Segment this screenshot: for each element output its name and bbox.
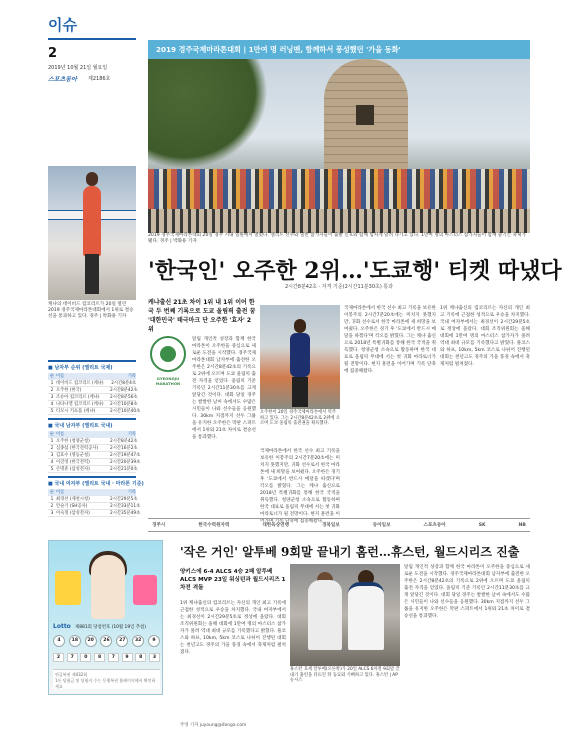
marathon-logo-text: GYEONGJU MARATHON <box>155 376 181 386</box>
cell: 2시간35분49초 <box>110 511 141 516</box>
baseball-subhead: 양키스에 6-4 ALCS 4승 2패 알투베 ALCS MVP 23일 워싱턴과 월드시리즈 1차전 격돌 <box>180 569 286 591</box>
table-row <box>48 503 141 510</box>
pension-digit: 9 <box>122 653 133 662</box>
pension-digit: 2 <box>53 653 64 662</box>
cell: 2시간8분4초 <box>111 381 136 386</box>
cell: 2시간33분11초 <box>110 504 141 509</box>
divider <box>48 38 136 40</box>
cell: 2시간16분2초 <box>110 446 138 451</box>
sponsor-logo: 동아일보 <box>372 523 391 528</box>
headline-subtitle: 2시간8분42초 · 자격 기준(2시간11분30초) 통과 <box>284 284 394 290</box>
cell: 데이비드 킵코리르 (케냐) <box>56 381 104 386</box>
ticket-graphic <box>55 571 81 605</box>
cell: 2시간21분0초 <box>110 467 138 472</box>
baseball-photo <box>290 564 400 666</box>
table-row <box>48 510 141 517</box>
cell: 조슈아 킵코리르 (케냐) <box>56 395 100 400</box>
lotto-ball: 27 <box>116 635 128 647</box>
cell: 티모시 키프롭 (케냐) <box>56 409 96 414</box>
col-record: 기록 <box>127 374 136 379</box>
reporter-byline: 주영 기자 juyoung@donga.com <box>180 723 247 728</box>
pension-label: 연금복권 제432회 <box>55 672 88 677</box>
runner-photo-caption: 오주한이 20일 경주국제마라톤에서 역주하고 있다. 그는 2시간8분42초로 2위에 오르며 도쿄 올림픽 출전권을 획득했다. <box>260 410 340 427</box>
table-row <box>48 459 141 466</box>
table-row <box>48 445 136 452</box>
col-rank: 순 <box>49 490 55 495</box>
results-table-men <box>48 360 141 415</box>
marathon-logo <box>150 336 186 372</box>
cell: 2시간8분42초 <box>110 439 138 444</box>
table-header <box>48 431 136 438</box>
cell: 오주한 (한국) <box>56 388 82 393</box>
ad-footnote: 1등 당첨금 및 당첨자 수는 동행복권 홈페이지에서 확인하세요 <box>55 678 156 689</box>
cell: 2시간10분8초 <box>110 402 138 407</box>
article-column-3: 1위 케냐출신의 킵코리르는 자신의 개인 최고 기록에 근접한 성적으로 우승을 차지했다. 국내 여자부에서는 최경선이 2시간29분5초로 정상에 올랐다. 대회 조직위원회는 올해 대회에 1만여 명의 마스터스 참가자가 몰려 역대 최대 규모를 기록했다고 밝혔다. 풀코스와 하프, 10km, 5km 코스로 나뉘어 진행된 대회는 천년고도 경주의 가을 풍경 속에서 축제처럼 펼쳐졌다. <box>440 306 530 367</box>
article-column-1: 달림 개인적 성장과 함께 한국 마라톤이 오주한을 중심으로 새로운 도전을 시작했다. 경주국제마라톤대회 남자부에 출전한 오주한은 2시간8분42초의 기록으로 2위에 오르며 도쿄 올림픽 출전 자격을 얻었다. 올림픽 기준 기록인 2시간11분30초를 크게 앞당긴 것이다. 대회 당일 경주는 쌀쌀한 날씨 속에서도 수많은 시민들이 나와 선수들을 응원했다. 30km 지점까지 선두 그룹을 유지한 오주한은 막판 스퍼트에서 1위와 21초 차이로 결승선을 통과했다. <box>192 337 256 440</box>
cell: 2시간10분40초 <box>110 409 141 414</box>
pension-digit: 8 <box>94 653 105 662</box>
section-title: 이슈 <box>48 16 77 34</box>
table-row <box>48 452 141 459</box>
table-title: ■ 남자부 순위 (엘리트 국제) <box>48 365 113 371</box>
table-row <box>48 394 136 401</box>
sponsor-logo: 스포츠동아 <box>423 523 446 528</box>
col-record: 기록 <box>127 432 136 437</box>
runner-legs <box>85 254 99 294</box>
lotto-ball: 32 <box>132 635 144 647</box>
table-header <box>48 489 136 496</box>
winning-numbers <box>53 635 160 647</box>
table-row <box>48 438 136 445</box>
cell: 3 <box>50 453 54 458</box>
table-row <box>48 401 136 408</box>
cell: 3 <box>50 511 54 516</box>
cell: 이숙정 (삼성전자) <box>56 511 90 516</box>
runner-body <box>83 186 101 256</box>
cell: 2시간8분56초 <box>110 395 138 400</box>
sponsor-bar <box>148 518 530 532</box>
tower-window <box>356 105 374 125</box>
cell: 안슬기 (SH공사) <box>56 504 88 509</box>
cell: 2 <box>50 388 54 393</box>
model-figure <box>91 555 125 619</box>
pension-digit: 3 <box>149 653 160 662</box>
pension-digit: 0 <box>80 653 91 662</box>
table-row <box>48 380 136 387</box>
cell: 2시간20분39초 <box>110 460 141 465</box>
page-number: 2 <box>48 46 58 61</box>
col-name: 이름 <box>56 490 65 495</box>
cell: 나타나엘 킵코리르 (케냐) <box>56 402 104 407</box>
table-row <box>48 466 136 473</box>
bonus-ball: 9 <box>148 635 160 647</box>
sponsor-logo: 한국수력원자력 <box>198 523 230 528</box>
results-table-domestic-men <box>48 418 141 473</box>
cell: 2시간19분47초 <box>110 453 141 458</box>
hero-caption: 2019 경주국제마라톤대회 20일 경주 시내 일원에서 열렸다. 엘리트 선수와 일반 참가자들이 출발 신호와 함께 힘차게 달려 나가고 있다. 1만여 명의 마스터스 참가자들이 함께 즐기는 축제가 됐다. 경주 | 박화용 기자 <box>148 233 526 244</box>
cell: 이진영 (한국전력) <box>56 460 90 465</box>
cell: 심종섭 (한국전력공사) <box>56 446 99 451</box>
col-record: 기록 <box>127 490 136 495</box>
article-column-2a: 국제마라톤에서 한국 선수 최고 기록을 보유한 이봉주의 2시간7분20초에는 미치지 못했지만, 귀화 선수로서 한국 마라톤에 새 희망을 보여줬다. 오주한은 경기 후 '도쿄에서 반드시 메달을 따겠다'며 각오를 밝혔다. 그는 케냐 출신으로 2018년 특별귀화를 통해 한국 국적을 취득했다. 청양군청 소속으로 활동하며 한국 대표로 올림픽 무대에 서는 첫 귀화 마라토너가 될 전망이다. 현지 훈련을 이어가며 기록 단축에 집중해왔다. <box>260 449 340 524</box>
pension-digit: 8 <box>135 653 146 662</box>
player-body <box>308 580 342 650</box>
sponsor-logo: SK <box>478 522 486 528</box>
baseball-column-1: 1위 케냐출신의 킵코리르는 자신의 개인 최고 기록에 근접한 성적으로 우승을 차지했다. 국내 여자부에서는 최경선이 2시간29분5초로 정상에 올랐다. 대회 조직위원회는 올해 대회에 1만여 명의 마스터스 참가자가 몰려 역대 최대 규모를 기록했다고 밝혔다. 풀코스와 하프, 10km, 5km 코스로 나뉘어 진행된 대회는 천년고도 경주의 가을 풍경 속에서 축제처럼 펼쳐졌다. <box>180 601 286 655</box>
baseball-photo-caption: 휴스턴 호세 알투베(오른쪽)가 20일 ALCS 6차전 9회말 끝내기 홈런을 터뜨린 뒤 동료와 기뻐하고 있다. 휴스턴 | AP 뉴시스 <box>290 667 400 684</box>
lotto-ad[interactable] <box>48 540 163 695</box>
col-name: 이름 <box>56 432 65 437</box>
col-rank: 순 <box>49 374 55 379</box>
cell: 4 <box>50 402 54 407</box>
pension-digit: 7 <box>108 653 119 662</box>
cell: 5 <box>50 409 54 414</box>
baseball-column-2: 달림 개인적 성장과 함께 한국 마라톤이 오주한을 중심으로 새로운 도전을 시작했다. 경주국제마라톤대회 남자부에 출전한 오주한은 2시간8분42초의 기록으로 2위에 오르며 도쿄 올림픽 출전 자격을 얻었다. 올림픽 기준 기록인 2시간11분30초를 크게 앞당긴 것이다. 대회 당일 경주는 쌀쌀한 날씨 속에서도 수많은 시민들이 나와 선수들을 응원했다. 30km 지점까지 선두 그룹을 유지한 오주한은 막판 스퍼트에서 1위와 21초 차이로 결승선을 통과했다. <box>404 565 530 619</box>
cell: 최경선 (제천시청) <box>56 497 90 502</box>
photo-caption: 케냐의 데이비드 킵코리르가 20일 열린 2019 경주국제마라톤대회에서 1위로 결승선을 통과하고 있다. 경주 | 박화용 기자 <box>48 302 134 319</box>
runner-legs <box>292 377 308 407</box>
cell: 오주한 (청양군청) <box>56 439 90 444</box>
table-title: ■ 국내 여자부 (엘리트 국내 · 마라톤 기준) <box>48 481 144 487</box>
main-headline: '한국인' 오주한 2위…'도쿄행' 티켓 따냈다 <box>148 258 562 284</box>
sponsor-logo: NB <box>518 522 526 528</box>
cell: 5 <box>50 467 54 472</box>
col-name: 이름 <box>56 374 65 379</box>
cell: 3 <box>50 395 54 400</box>
runner-photo <box>260 305 340 409</box>
table-row <box>48 387 136 394</box>
sponsor-logo: 경북일보 <box>322 523 340 528</box>
runner-head <box>294 319 306 333</box>
article-subhead: 케냐출신 21초 차이 1위 내 1위 이어 한국 두 번째 기록으로 도쿄 올림픽 출전 꿈 '대한민국' 태극마크 단 오주한 '효자' 2위 <box>148 299 256 333</box>
table-header <box>48 373 136 380</box>
cell: 4 <box>50 460 54 465</box>
col-rank: 순 <box>49 432 55 437</box>
runners-legs <box>148 209 530 233</box>
baseball-headline: '작은 거인' 알투베 9회말 끝내기 홈런…휴스턴, 월드시리즈 진출 <box>180 545 520 559</box>
lotto-ball: 4 <box>53 635 65 647</box>
hero-photo <box>148 59 530 233</box>
table-title: ■ 국내 남자부 (엘리트 국내) <box>48 423 113 429</box>
sponsor-logo: 대한육상연맹 <box>262 523 290 528</box>
lotto-ball: 26 <box>100 635 112 647</box>
top-banner: 2019 경주국제마라톤대회 | 1만여 명 러닝맨, 함께하서 풍성했던 '가을 동화' <box>148 40 530 59</box>
cell: 손명준 (삼성전자) <box>56 467 90 472</box>
cell: 1 <box>50 497 54 502</box>
article-column-2: 국제마라톤에서 한국 선수 최고 기록을 보유한 이봉주의 2시간7분20초에는 미치지 못했지만, 귀화 선수로서 한국 마라톤에 새 희망을 보여줬다. 오주한은 경기 후 '도쿄에서 반드시 메달을 따겠다'며 각오를 밝혔다. 그는 케냐 출신으로 2018년 특별귀화를 통해 한국 국적을 취득했다. 청양군청 소속으로 활동하며 한국 대표로 올림픽 무대에 서는 첫 귀화 마라토너가 될 전망이다. 현지 훈련을 이어가며 기록 단축에 집중해왔다. <box>344 306 436 374</box>
cell: 2시간29분5초 <box>110 497 138 502</box>
pension-digit: 7 <box>67 653 78 662</box>
ticket-graphic <box>133 575 157 605</box>
table-row <box>48 408 141 415</box>
runner-body <box>290 333 310 377</box>
player-body <box>348 582 384 650</box>
lotto-ball: 20 <box>85 635 97 647</box>
pension-numbers <box>53 653 160 662</box>
draw-info: 제881회 당첨번호 (10월 19일 추첨) <box>75 625 146 630</box>
lotto-ball: 18 <box>69 635 81 647</box>
cell: 2시간8분42초 <box>110 388 138 393</box>
publication-logo: 스포츠동아 <box>48 76 77 83</box>
runner-head <box>86 172 98 186</box>
tree <box>148 59 268 169</box>
issue-number: 제2186호 <box>88 76 111 82</box>
cell: 김효수 (영동군청) <box>56 453 90 458</box>
cell: 2 <box>50 446 54 451</box>
ad-footer <box>53 669 160 689</box>
cell: 1 <box>50 439 54 444</box>
results-table-domestic-women <box>48 476 144 517</box>
cell: 2 <box>50 504 54 509</box>
winner-photo <box>48 166 136 300</box>
sponsor-logo: 경주시 <box>152 523 166 528</box>
issue-date: 2019년 10월 21일 월요일 <box>48 65 108 71</box>
cell: 1 <box>50 381 54 386</box>
table-row <box>48 496 136 503</box>
lotto-brand: Lotto <box>53 623 71 630</box>
